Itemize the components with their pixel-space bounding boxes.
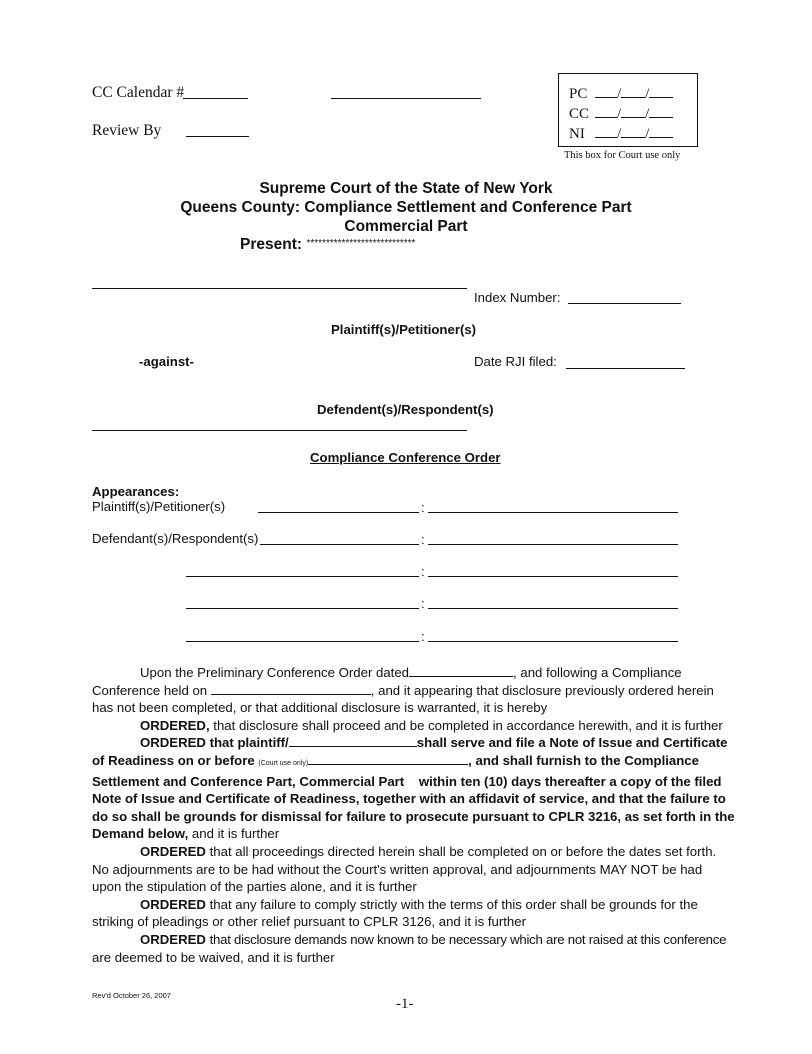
date-field[interactable] — [649, 123, 673, 138]
ordered-label: ORDERED — [140, 896, 206, 912]
date-field[interactable] — [595, 123, 617, 138]
ordered-label: ORDERED, — [140, 717, 210, 733]
plaintiff-party-field[interactable] — [289, 734, 417, 747]
body-text: that disclosure shall proceed and be completed in accordance herewith, and it is further — [213, 717, 723, 733]
appearance-extra-firm-field[interactable] — [428, 641, 678, 642]
body-text: striking of pleadings or other relief pursuant to CPLR 3126, and it is further — [92, 914, 526, 930]
body-text: Upon the Preliminary Conference Order dated — [140, 665, 410, 680]
appearance-colon: : — [421, 500, 425, 515]
date-rji-label: Date RJI filed: — [474, 354, 557, 369]
court-box-row-pc — [569, 83, 689, 103]
body-line — [92, 878, 716, 896]
present-stars: **************************** — [306, 238, 416, 249]
review-by-field[interactable] — [186, 136, 249, 137]
body-text: Settlement and Conference Part, Commercial Part within ten (10) days thereafter a copy of the filed — [92, 773, 722, 789]
preliminary-conference-date-field[interactable] — [409, 664, 513, 677]
cc-calendar-label: CC Calendar # — [92, 84, 185, 101]
body-line — [92, 843, 716, 861]
date-field[interactable] — [621, 123, 645, 138]
appearance-colon: : — [421, 629, 425, 644]
date-field[interactable] — [649, 83, 673, 98]
ordered-label: ORDERED — [140, 931, 206, 947]
court-box-label: NI — [569, 126, 585, 142]
appearances-heading: Appearances: — [92, 484, 180, 499]
appearance-extra-field[interactable] — [186, 608, 419, 609]
body-line — [92, 913, 716, 931]
body-text: Conference held on — [92, 682, 208, 698]
body-text: Note of Issue and Certificate of Readiness, together with an affidavit of service, and that the failure to — [92, 791, 726, 807]
body-text: do so shall be grounds for dismissal for failure to prosecute pursuant to CPLR 3216, as set forth in the — [92, 808, 735, 824]
appearance-extra-field[interactable] — [186, 641, 419, 642]
header-blank-field[interactable] — [331, 98, 481, 99]
date-sep: / — [617, 126, 622, 142]
body-text: , and following a Compliance — [513, 665, 682, 680]
court-subtitle: Queens County: Compliance Settlement and Conference Part — [180, 199, 632, 216]
appearance-colon: : — [421, 596, 425, 611]
defendant-name-field[interactable] — [92, 430, 467, 431]
body-line — [92, 717, 723, 735]
body-line — [92, 931, 727, 949]
body-line — [92, 734, 728, 752]
body-text: upon the stipulation of the parties alone, and it is further — [92, 879, 417, 895]
appearance-defendant-label: Defendant(s)/Respondent(s) — [92, 531, 259, 546]
date-sep: / — [645, 126, 650, 142]
revision-date: Rev'd October 26, 2007 — [92, 991, 171, 1000]
index-number-field[interactable] — [568, 303, 681, 304]
appearance-extra-firm-field[interactable] — [428, 608, 678, 609]
body-line — [92, 825, 716, 843]
body-text: , and shall furnish to the Compliance — [468, 752, 699, 768]
order-body — [92, 664, 735, 966]
cc-calendar-field[interactable] — [183, 98, 248, 99]
appearance-extra-field[interactable] — [186, 576, 419, 577]
appearance-defendant-firm-field[interactable] — [428, 544, 678, 545]
body-line — [92, 699, 716, 717]
body-text: No adjournments are to be had without the Court's written approval, and adjournments MAY NOT be had — [92, 861, 703, 877]
court-box-caption: This box for Court use only — [564, 150, 681, 161]
court-box-row-ni — [569, 123, 689, 143]
date-field[interactable] — [595, 83, 617, 98]
body-line — [92, 773, 722, 791]
appearance-colon: : — [421, 564, 425, 579]
present-line — [240, 235, 415, 254]
appearance-extra-firm-field[interactable] — [428, 576, 678, 577]
appearance-plaintiff-firm-field[interactable] — [428, 512, 678, 513]
court-box-label: CC — [569, 106, 590, 122]
date-field[interactable] — [621, 103, 645, 118]
present-label: Present: — [240, 236, 303, 253]
appearance-colon: : — [421, 532, 425, 547]
body-line — [92, 752, 716, 773]
review-by-label: Review By — [92, 122, 162, 139]
plaintiff-caption-label: Plaintiff(s)/Petitioner(s) — [331, 322, 477, 337]
body-text: of Readiness on or before — [92, 752, 255, 768]
court-box-label: PC — [569, 86, 588, 102]
body-text: , and it appearing that disclosure previously ordered herein — [370, 682, 714, 698]
date-field[interactable] — [595, 103, 617, 118]
page-number: -1- — [396, 996, 414, 1012]
body-text: are deemed to be waived, and it is further — [92, 949, 335, 965]
ordered-label: ORDERED — [140, 843, 206, 859]
body-text: and it is further — [191, 826, 280, 842]
order-title: Compliance Conference Order — [310, 450, 501, 465]
appearance-plaintiff-label: Plaintiff(s)/Petitioner(s) — [92, 499, 226, 514]
plaintiff-name-field[interactable] — [92, 288, 467, 289]
body-line — [92, 790, 726, 808]
court-title: Supreme Court of the State of New York — [259, 180, 553, 197]
date-sep: / — [617, 106, 622, 122]
date-field[interactable] — [649, 103, 673, 118]
body-line — [92, 808, 735, 826]
index-number-label: Index Number: — [474, 290, 561, 305]
compliance-conference-date-field[interactable] — [211, 682, 371, 695]
court-use-box — [558, 73, 698, 147]
body-text: ORDERED that plaintiff/ — [140, 735, 289, 751]
body-text: shall serve and file a Note of Issue and Certificate — [416, 735, 728, 751]
body-text: Demand below, — [92, 826, 189, 842]
court-part: Commercial Part — [344, 218, 468, 235]
court-box-row-cc — [569, 103, 689, 123]
date-rji-field[interactable] — [566, 368, 685, 369]
body-text: that any failure to comply strictly with the terms of this order shall be grounds for the — [209, 896, 698, 912]
note-of-issue-date-field[interactable] — [308, 752, 468, 765]
appearance-defendant-field[interactable] — [260, 544, 419, 545]
body-line — [92, 861, 716, 879]
appearance-plaintiff-field[interactable] — [258, 512, 419, 513]
defendant-caption-label: Defendent(s)/Respondent(s) — [317, 402, 494, 417]
body-line — [92, 682, 716, 700]
body-line — [92, 949, 716, 967]
body-text: has not been completed, or that additional disclosure is warranted, it is hereby — [92, 700, 548, 716]
body-text: that all proceedings directed herein shall be completed on or before the dates set forth. — [209, 843, 717, 859]
body-line — [92, 664, 716, 682]
against-label: -against- — [139, 354, 194, 369]
court-use-note: (Court use only) — [258, 759, 309, 767]
body-line — [92, 896, 716, 914]
date-sep: / — [645, 86, 650, 102]
date-field[interactable] — [621, 83, 645, 98]
date-sep: / — [617, 86, 622, 102]
body-text: that disclosure demands now known to be necessary which are not raised at this conference — [209, 931, 727, 947]
date-sep: / — [645, 106, 650, 122]
